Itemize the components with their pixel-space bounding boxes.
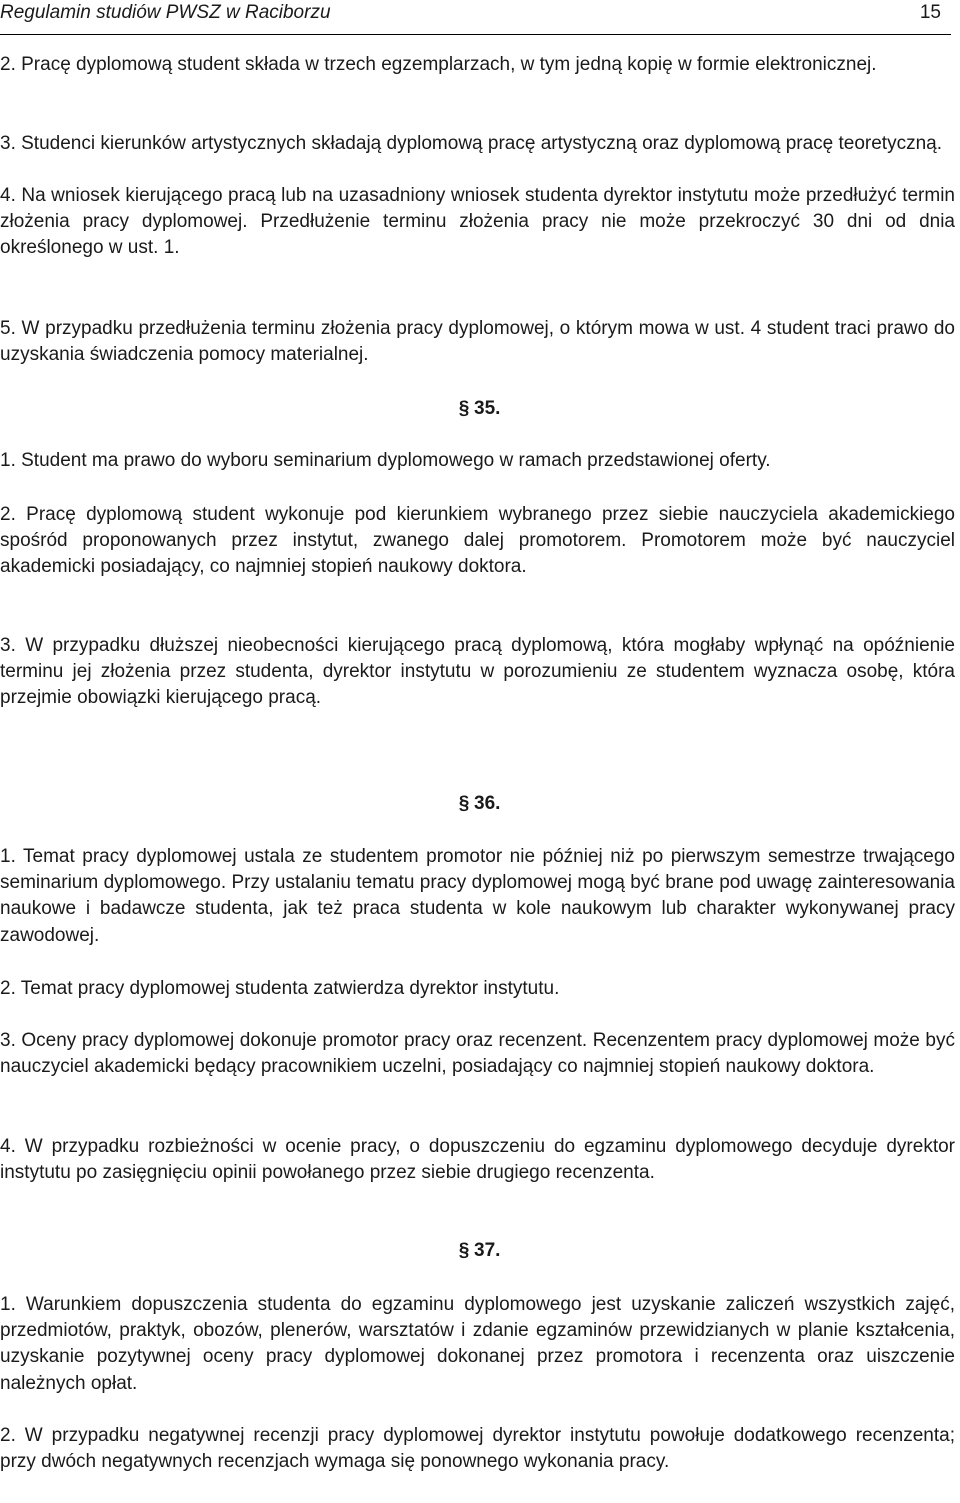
page-number: 15 <box>919 2 941 23</box>
paragraph-35-3: 3. W przypadku dłuższej nieobecności kierującego pracą dyplomową, która mogłaby wpłynąć na opóźnienie terminu jej złożenia przez studenta, dyrektor instytutu w porozumieniu ze studentem wyznacza osobę, która przejmie obowiązki kierującego pracą. <box>0 635 955 709</box>
section-heading-36 <box>454 791 500 817</box>
paragraph-37-1: 1. Warunkiem dopuszczenia studenta do egzaminu dyplomowego jest uzyskanie zaliczeń wszystkich zajęć, przedmiotów, praktyk, obozów, plenerów, warsztatów i zdanie egzaminów przewidzianych w planie kształcenia, uzyskanie pozytywnej oceny pracy dyplomowej dokonanej przez promotora i recenzenta oraz uiszczenie należnych opłat. <box>0 1294 955 1394</box>
paragraph-36-4: 4. W przypadku rozbieżności w ocenie pracy, o dopuszczeniu do egzaminu dyplomowego decyduje dyrektor instytutu po zasięgnięciu opinii powołanego przez siebie drugiego recenzenta. <box>0 1136 955 1184</box>
section-sign: § <box>458 793 470 814</box>
header-title: Regulamin studiów PWSZ w Raciborzu <box>0 2 331 23</box>
paragraph-36-3: 3. Oceny pracy dyplomowej dokonuje promotor pracy oraz recenzent. Recenzentem pracy dyplomowej może być nauczyciel akademicki będący pracownikiem uczelni, posiadający co najmniej stopień naukowy doktora. <box>0 1030 955 1078</box>
paragraph-34-3: 3. Studenci kierunków artystycznych składają dyplomową pracę artystyczną oraz dyplomową pracę teoretyczną. <box>0 133 942 154</box>
paragraph-36-1: 1. Temat pracy dyplomowej ustala ze studentem promotor nie później niż po pierwszym semestrze trwającego seminarium dyplomowego. Przy ustalaniu tematu pracy dyplomowej mogą być brane pod uwagę zainteresowania naukowe i badawcze studenta, jak też praca studenta w kole naukowym lub charakter wykonywanej pracy zawodowej. <box>0 846 955 946</box>
section-heading-37 <box>454 1238 500 1264</box>
paragraph-36-2: 2. Temat pracy dyplomowej studenta zatwierdza dyrektor instytutu. <box>0 978 560 999</box>
section-number: 37. <box>474 1240 501 1261</box>
paragraph-34-2: 2. Pracę dyplomową student składa w trzech egzemplarzach, w tym jedną kopię w formie elektronicznej. <box>0 54 877 75</box>
paragraph-35-2: 2. Pracę dyplomową student wykonuje pod kierunkiem wybranego przez siebie nauczyciela akademickiego spośród proponowanych przez instytut, zwanego dalej promotorem. Promotorem może być nauczyciel akademicki posiadający, co najmniej stopień naukowy doktora. <box>0 504 955 578</box>
section-number: 36. <box>474 793 501 814</box>
paragraph-34-5: 5. W przypadku przedłużenia terminu złożenia pracy dyplomowej, o którym mowa w ust. 4 student traci prawo do uzyskania świadczenia pomocy materialnej. <box>0 318 955 366</box>
paragraph-37-2: 2. W przypadku negatywnej recenzji pracy dyplomowej dyrektor instytutu powołuje dodatkowego recenzenta; przy dwóch negatywnych recenzjach wymaga się ponownego wykonania pracy. <box>0 1425 955 1473</box>
running-header <box>0 0 951 35</box>
paragraph-35-1: 1. Student ma prawo do wyboru seminarium dyplomowego w ramach przedstawionej oferty. <box>0 450 771 471</box>
section-sign: § <box>458 1240 470 1261</box>
section-number: 35. <box>474 398 501 419</box>
section-sign: § <box>458 398 470 419</box>
paragraph-34-4: 4. Na wniosek kierującego pracą lub na uzasadniony wniosek studenta dyrektor instytutu może przedłużyć termin złożenia pracy dyplomowej. Przedłużenie terminu złożenia pracy nie może przekroczyć 30 dni od dnia określonego w ust. 1. <box>0 185 955 259</box>
section-heading-35 <box>454 396 500 422</box>
